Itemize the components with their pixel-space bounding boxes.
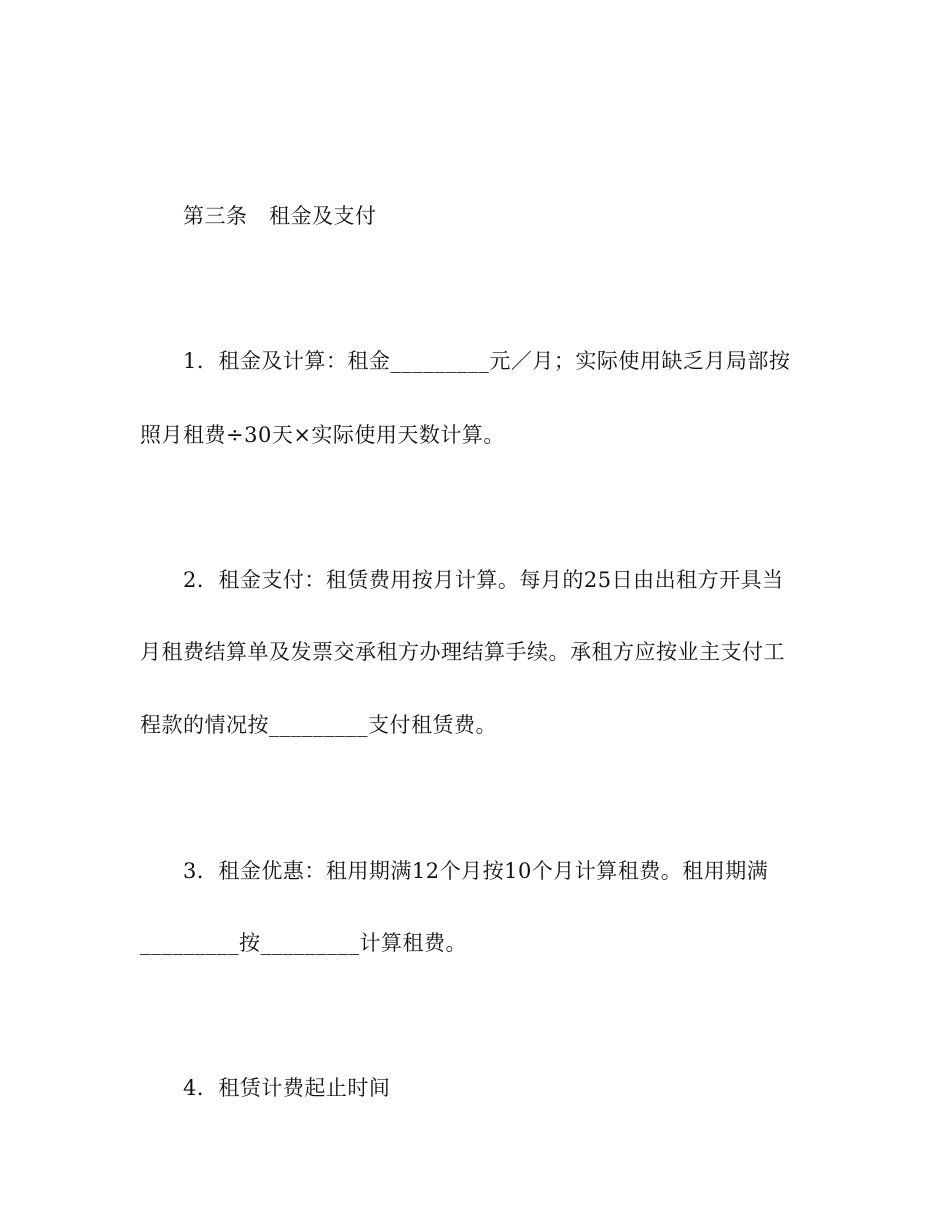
clause-line: _________按_________计算租费。 [140,931,467,955]
clause-line: 照月租费÷30天×实际使用天数计算。 [140,423,505,447]
clause-line: 3．租金优惠：租用期满12个月按10个月计算租费。租用期满 [183,859,769,883]
section-heading: 第三条 租金及支付 [183,204,377,228]
clause-line: 2．租金支付：租赁费用按月计算。每月的25日由出租方开具当 [183,568,784,592]
clause-line: 程款的情况按_________支付租赁费。 [140,713,497,737]
clause-line: 月租费结算单及发票交承租方办理结算手续。承租方应按业主支付工 [140,640,785,664]
clause-line: 1．租金及计算：租金_________元／月；实际使用缺乏月局部按 [183,349,791,373]
clause-line: 4．租赁计费起止时间 [183,1076,391,1100]
